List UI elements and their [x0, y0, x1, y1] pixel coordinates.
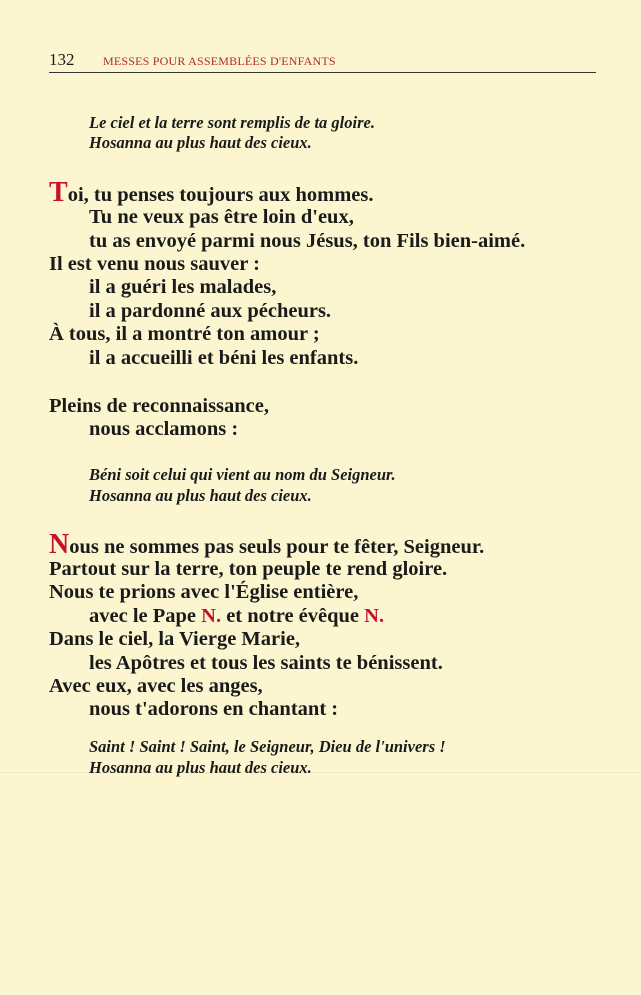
prayer-line: [49, 177, 374, 208]
prayer-line: Partout sur la terre, ton peuple te rend gloire.: [49, 558, 448, 580]
drop-cap: N: [49, 529, 70, 560]
prayer-line: Il est venu nous sauver :: [49, 253, 260, 275]
acclamation-line: Hosanna au plus haut des cieux.: [89, 758, 312, 777]
prayer-line: [89, 604, 384, 628]
running-title: MESSES POUR ASSEMBLÉES D'ENFANTS: [103, 54, 336, 68]
page-header: [49, 50, 596, 73]
name-placeholder: N.: [201, 605, 222, 627]
prayer-text: ous ne sommes pas seuls pour te fêter, Seigneur.: [69, 536, 485, 558]
prayer-line: À tous, il a montré ton amour ;: [49, 323, 320, 345]
prayer-line: nous t'adorons en chantant :: [89, 698, 339, 720]
acclamation-line: Hosanna au plus haut des cieux.: [89, 486, 312, 505]
prayer-line: les Apôtres et tous les saints te bénissent.: [89, 652, 443, 674]
name-placeholder: N.: [364, 605, 385, 627]
acclamation-line: Hosanna au plus haut des cieux.: [89, 133, 312, 152]
page-fold: [0, 772, 641, 773]
prayer-line: [49, 529, 485, 560]
drop-cap: T: [49, 177, 68, 208]
prayer-line: nous acclamons :: [89, 418, 239, 440]
prayer-line: Nous te prions avec l'Église entière,: [49, 581, 359, 603]
acclamation-line: Béni soit celui qui vient au nom du Seigneur.: [89, 465, 396, 484]
prayer-line: il a guéri les malades,: [89, 276, 277, 298]
acclamation-line: Le ciel et la terre sont remplis de ta gloire.: [89, 113, 375, 132]
prayer-text: avec le Pape: [89, 605, 202, 627]
prayer-line: il a accueilli et béni les enfants.: [89, 347, 359, 369]
prayer-line: Avec eux, avec les anges,: [49, 675, 263, 697]
acclamation-line: Saint ! Saint ! Saint, le Seigneur, Dieu de l'univers !: [89, 737, 446, 756]
prayer-line: tu as envoyé parmi nous Jésus, ton Fils bien-aimé.: [89, 230, 526, 252]
prayer-line: il a pardonné aux pécheurs.: [89, 300, 332, 322]
page-number: 132: [49, 50, 75, 69]
prayer-text: oi, tu penses toujours aux hommes.: [67, 184, 374, 206]
prayer-line: Pleins de reconnaissance,: [49, 395, 269, 417]
prayer-line: Tu ne veux pas être loin d'eux,: [89, 206, 354, 228]
prayer-text: et notre évêque: [221, 605, 365, 627]
prayer-line: Dans le ciel, la Vierge Marie,: [49, 628, 301, 650]
